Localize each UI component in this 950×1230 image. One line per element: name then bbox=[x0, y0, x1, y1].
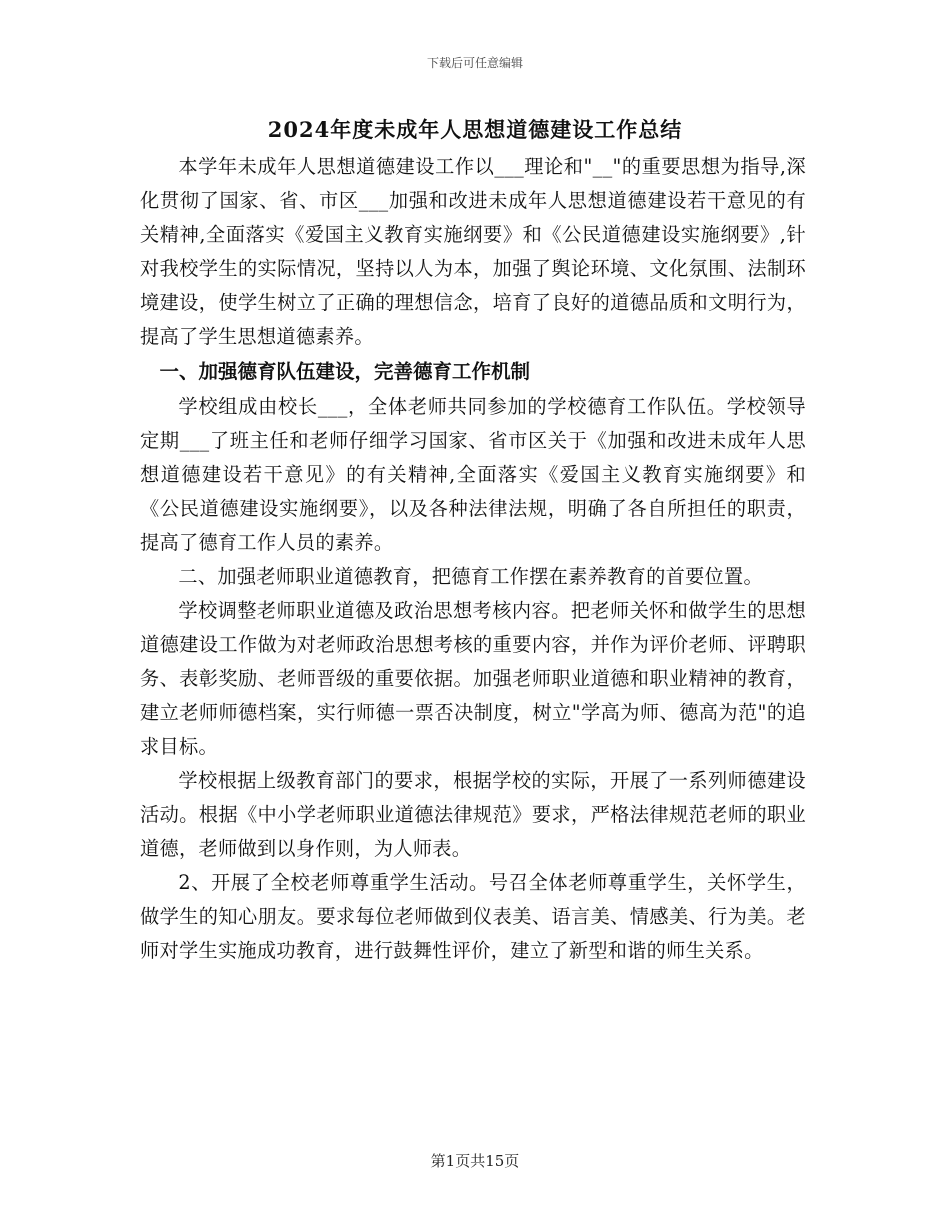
document-title: 2024年度未成年人思想道德建设工作总结 bbox=[267, 117, 683, 142]
body-paragraph: 2、开展了全校老师尊重学生活动。号召全体老师尊重学生，关怀学生，做学生的知心朋友。要求每位老师做到仪表美、语言美、情感美、行为美。老师对学生实施成功教育，进行鼓舞性评价，建立了新型和谐的师生关系。 bbox=[140, 871, 806, 962]
section-heading-1: 一、加强德育队伍建设，完善德育工作机制 bbox=[159, 360, 531, 383]
document-body bbox=[140, 150, 806, 968]
section-heading-2: 二、加强老师职业道德教育，把德育工作摆在素养教育的首要位置。 bbox=[178, 565, 764, 588]
page-number: 第1页共15页 bbox=[430, 1152, 520, 1170]
body-paragraph: 学校根据上级教育部门的要求，根据学校的实际，开展了一系列师德建设活动。根据《中小学老师职业道德法律规范》要求，严格法律规范老师的职业道德，老师做到以身作则，为人师表。 bbox=[140, 769, 806, 860]
body-paragraph: 学校组成由校长___，全体老师共同参加的学校德育工作队伍。学校领导定期___了班主任和老师仔细学习国家、省市区关于《加强和改进未成年人思想道德建设若干意见》的有关精神,全面落实《爱国主义教育实施纲要》和《公民道德建设实施纲要》，以及各种法律法规，明确了各自所担任的职责，提高了德育工作人员的素养。 bbox=[140, 395, 806, 554]
body-paragraph: 学校调整老师职业道德及政治思想考核内容。把老师关怀和做学生的思想道德建设工作做为对老师政治思想考核的重要内容，并作为评价老师、评聘职务、表彰奖励、老师晋级的重要依据。加强老师职业道德和职业精神的教育，建立老师师德档案，实行师德一票否决制度，树立"学高为师、德高为范"的追求目标。 bbox=[140, 599, 806, 758]
page-header-note: 下载后可任意编辑 bbox=[426, 56, 523, 70]
intro-paragraph: 本学年未成年人思想道德建设工作以___理论和"__"的重要思想为指导,深化贯彻了国家、省、市区___加强和改进未成年人思想道德建设若干意见的有关精神,全面落实《爱国主义教育实施纲要》和《公民道德建设实施纲要》,针对我校学生的实际情况，坚持以人为本，加强了舆论环境、文化氛围、法制环境建设，使学生树立了正确的理想信念，培育了良好的道德品质和文明行为，提高了学生思想道德素养。 bbox=[140, 155, 806, 348]
